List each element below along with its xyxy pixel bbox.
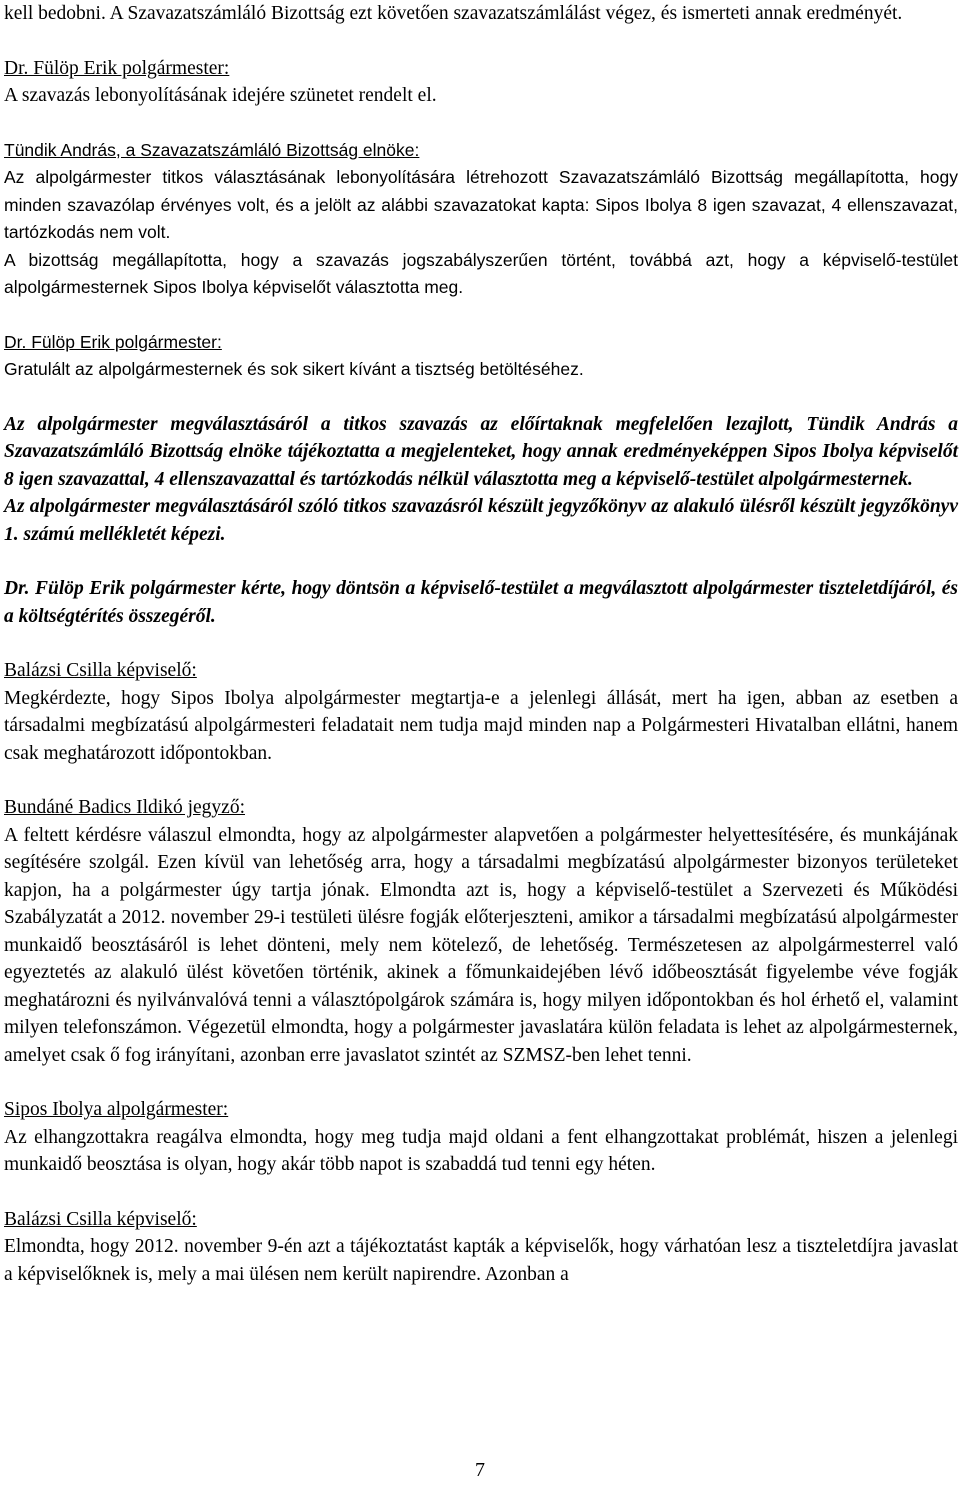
speaker-heading: Sipos Ibolya alpolgármester: (4, 1099, 229, 1120)
speaker-heading: Balázsi Csilla képviselő: (4, 1208, 197, 1230)
speaker-heading: Dr. Fülöp Erik polgármester: (4, 57, 230, 79)
request-text: Dr. Fülöp Erik polgármester kérte, hogy döntsön a képviselő-testület a megválasztott alpolgármester tiszteletdíjáról, és a költségtérítés összegéről. (4, 578, 958, 627)
speaker-heading: Dr. Fülöp Erik polgármester: (4, 331, 222, 352)
speaker-text: Az elhangzottakra reagálva elmondta, hogy meg tudja majd oldani a fent elhangzottakat problémát, hiszen a jelenlegi munkaidő beosztása is olyan, hogy akár több napot is szabaddá tud tenni egy héten. (4, 1126, 958, 1175)
speaker-text: Elmondta, hogy 2012. november 9-én azt a tájékoztatást kapták a képviselők, hogy várhatóan lesz a tiszteletdíjra javaslat a képviselőknek is, mely a mai ülésen nem került napirendre. Azonban a (4, 1236, 958, 1285)
decision-text: Az alpolgármester megválasztásáról a titkos szavazás az előírtaknak megfelelően lezajlott, Tündik András a Szavazatszámláló Bizottság elnöke tájékoztatta a megjelenteket, hogy annak eredményeképpen Sipos Ibolya képviselőt 8 igen szavazattal, 4 ellenszavazattal és tartózkodás nélkül választotta meg a képviselő-testület alpolgármesternek. (4, 413, 958, 490)
paragraph-intro: kell bedobni. A Szavazatszámláló Bizottság ezt követően szavazatszámlálást végez, és ismerteti annak eredményét. (4, 3, 903, 24)
speaker-text: A bizottság megállapította, hogy a szavazás jogszabályszerűen történt, továbbá azt, hogy a képviselő-testület alpolgármesternek Sipos Ibolya képviselőt választotta meg. (4, 249, 958, 297)
speaker-heading: Balázsi Csilla képviselő: (4, 660, 197, 681)
speaker-text: A feltett kérdésre válaszul elmondta, hogy az alpolgármester alapvetően a polgármester helyettesítésére, és munkájának segítésére szolgál. Ezen kívül van lehetőség arra, hogy a társadalmi megbízatású alpolgármester bizonyos területeket kapjon, ha a polgármester úgy tartja jónak. Elmondta azt is, hogy a képviselő-testület a Szervezeti és Működési Szabályzatát a 2012. november 29-i testületi ülésre fogják előterjeszteni, amikor a társadalmi megbízatású alpolgármester munkaidő beosztásáról is lehet dönteni, mely nem kötelező, de lehetőség. Természetesen az alpolgármesterrel való egyeztetés az alakuló ülést követően történik, akinek a főmunkaidejében lévő időbeosztását figyelembe véve fogják meghatározni és nyilvánvalóvá tenni a választópolgárok számára is, hogy milyen időpontokban és hol érhető el, valamint milyen telefonszámon. Végezetül elmondta, hogy a polgármester javaslatára külön feladata is lehet az alpolgármesternek, amelyet csak ő fog irányítani, azonban erre javaslatot szintét az SZMSZ-ben lehet tenni. (4, 824, 958, 1066)
speaker-heading: Tündik András, a Szavazatszámláló Bizottság elnöke: (4, 139, 420, 160)
decision-text: Az alpolgármester megválasztásáról szóló titkos szavazásról készült jegyzőkönyv az alakuló ülésről készült jegyzőkönyv 1. számú mellékletét képezi. (4, 496, 958, 545)
speaker-heading: Bundáné Badics Ildikó jegyző: (4, 797, 245, 818)
speaker-text: Megkérdezte, hogy Sipos Ibolya alpolgármester megtartja-e a jelenlegi állását, mert ha igen, abban az esetben a társadalmi megbízatású alpolgármesteri feladatait nem tudja majd minden nap a Polgármesteri Hivatalban ellátni, hanem csak meghatározott időpontokban. (4, 687, 958, 764)
page-number: 7 (475, 1459, 485, 1481)
speaker-text: Az alpolgármester titkos választásának lebonyolítására létrehozott Szavazatszámláló Bizottság megállapította, hogy minden szavazólap érvényes volt, és a jelölt az alábbi szavazatokat kapta: Sipos Ibolya 8 igen szavazat, 4 ellenszavazat, tartózkodás nem volt. (4, 167, 958, 242)
speaker-text: Gratulált az alpolgármesternek és sok sikert kívánt a tisztség betöltéséhez. (4, 359, 584, 379)
speaker-text: A szavazás lebonyolításának idejére szünetet rendelt el. (4, 85, 437, 106)
document-page (4, 0, 958, 1288)
